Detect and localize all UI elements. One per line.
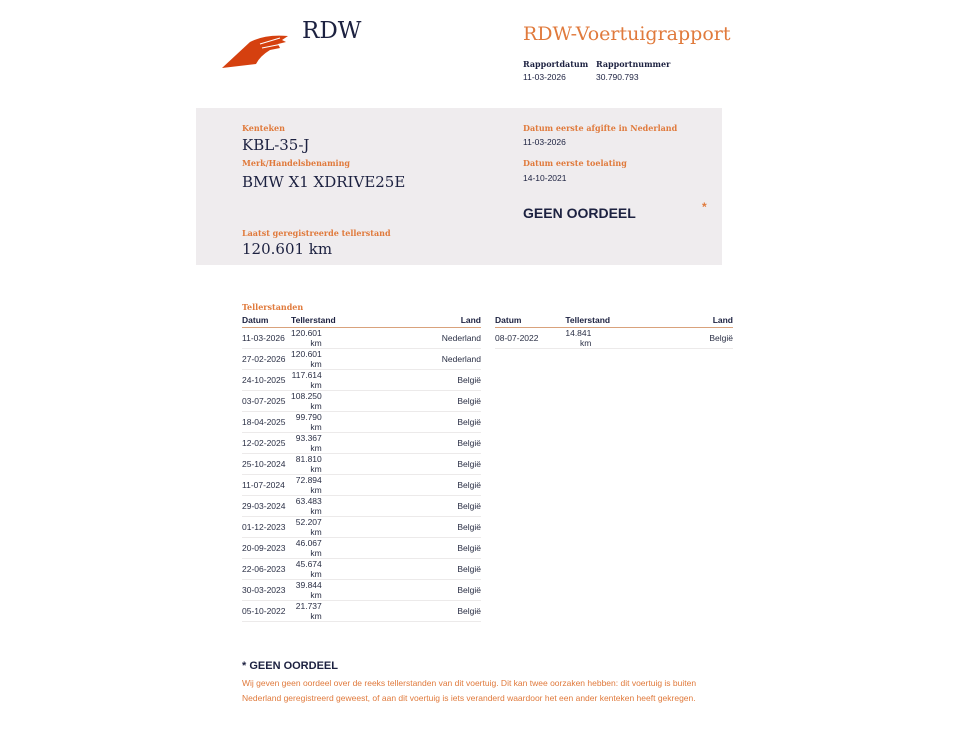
land-cell: België	[442, 600, 481, 621]
table-row	[242, 411, 481, 432]
table-row	[242, 369, 481, 390]
datum-cell: 20-09-2023	[242, 537, 291, 558]
table-row	[242, 537, 481, 558]
land-cell: België	[442, 390, 481, 411]
table-row	[242, 327, 481, 348]
datum-cell: 05-10-2022	[242, 600, 291, 621]
tellerstanden-table-right	[495, 315, 733, 349]
datum-cell: 25-10-2024	[242, 453, 291, 474]
table-row	[242, 495, 481, 516]
datum-cell: 12-02-2025	[242, 432, 291, 453]
tellerstand-cell: 45.674 km	[291, 558, 442, 579]
tellerstand-cell: 39.844 km	[291, 579, 442, 600]
tellerstand-cell: 72.894 km	[291, 474, 442, 495]
tellerstanden-table-left	[242, 315, 481, 622]
col-tellerstand: Tellerstand	[291, 315, 442, 327]
land-cell: België	[442, 432, 481, 453]
rapportdatum-label: Rapportdatum	[523, 59, 589, 69]
col-datum: Datum	[242, 315, 291, 327]
kenteken: KBL-35-J	[242, 136, 310, 154]
table-row	[242, 432, 481, 453]
datum-cell: 24-10-2025	[242, 369, 291, 390]
table-row	[242, 348, 481, 369]
datum-cell: 29-03-2024	[242, 495, 291, 516]
land-cell: België	[442, 495, 481, 516]
land-cell: Nederland	[442, 348, 481, 369]
tellerstand-cell: 81.810 km	[291, 453, 442, 474]
col-land: Land	[709, 315, 733, 327]
table-row	[242, 453, 481, 474]
land-cell: België	[442, 453, 481, 474]
afgifte: 11-03-2026	[523, 137, 566, 147]
footnote-text: Wij geven geen oordeel over de reeks tellerstanden van dit voertuig. Dit kan twee oorzaken hebben: dit voertuig is buiten Nederland geregistreerd geweest, of aan dit voertuig is iets veranderd waardoor het een ander kenteken heeft gekregen.	[242, 678, 697, 703]
datum-cell: 27-02-2026	[242, 348, 291, 369]
tellerstand-cell: 21.737 km	[291, 600, 442, 621]
datum-cell: 11-03-2026	[242, 327, 291, 348]
asterisk: *	[702, 200, 707, 214]
tellerstand-cell: 14.841 km	[565, 327, 709, 348]
datum-cell: 08-07-2022	[495, 327, 565, 348]
tellerstand-cell: 46.067 km	[291, 537, 442, 558]
report-title: RDW-Voertuigrapport	[523, 23, 731, 45]
tellerstand-cell: 93.367 km	[291, 432, 442, 453]
tellerstand-cell: 117.614 km	[291, 369, 442, 390]
land-cell: België	[442, 369, 481, 390]
footnote-title: * GEEN OORDEEL	[242, 660, 338, 672]
col-land: Land	[442, 315, 481, 327]
tellerstand-cell: 52.207 km	[291, 516, 442, 537]
land-cell: België	[442, 537, 481, 558]
table-row	[242, 516, 481, 537]
land-cell: België	[442, 474, 481, 495]
tellerstanden-title: Tellerstanden	[242, 302, 304, 312]
datum-cell: 18-04-2025	[242, 411, 291, 432]
table-row	[242, 579, 481, 600]
afgifte-label: Datum eerste afgifte in Nederland	[523, 123, 678, 133]
table-row	[242, 474, 481, 495]
table-row	[495, 327, 733, 348]
land-cell: Nederland	[442, 327, 481, 348]
rdw-logo-icon	[220, 30, 292, 70]
toelating: 14-10-2021	[523, 173, 567, 183]
tellerstand-cell: 120.601 km	[291, 348, 442, 369]
col-datum: Datum	[495, 315, 565, 327]
land-cell: België	[442, 579, 481, 600]
datum-cell: 01-12-2023	[242, 516, 291, 537]
tellerstand-cell: 99.790 km	[291, 411, 442, 432]
datum-cell: 03-07-2025	[242, 390, 291, 411]
rapportnummer: 30.790.793	[596, 72, 639, 82]
toelating-label: Datum eerste toelating	[523, 158, 627, 168]
table-row	[242, 558, 481, 579]
land-cell: België	[442, 558, 481, 579]
rapportdatum: 11-03-2026	[523, 72, 566, 82]
tellerstand-cell: 108.250 km	[291, 390, 442, 411]
land-cell: België	[442, 516, 481, 537]
datum-cell: 30-03-2023	[242, 579, 291, 600]
datum-cell: 22-06-2023	[242, 558, 291, 579]
col-tellerstand: Tellerstand	[565, 315, 709, 327]
oordeel: GEEN OORDEEL	[523, 205, 636, 221]
rapportnummer-label: Rapportnummer	[596, 59, 671, 69]
merk: BMW X1 XDRIVE25E	[242, 173, 406, 191]
table-row	[242, 600, 481, 621]
merk-label: Merk/Handelsbenaming	[242, 158, 351, 168]
tellerstand-cell: 120.601 km	[291, 327, 442, 348]
land-cell: België	[442, 411, 481, 432]
land-cell: België	[709, 327, 733, 348]
table-row	[242, 390, 481, 411]
kenteken-label: Kenteken	[242, 123, 285, 133]
teller-label: Laatst geregistreerde tellerstand	[242, 228, 391, 238]
tellerstand-cell: 63.483 km	[291, 495, 442, 516]
teller: 120.601 km	[242, 240, 333, 258]
logo-text: RDW	[302, 18, 362, 44]
datum-cell: 11-07-2024	[242, 474, 291, 495]
